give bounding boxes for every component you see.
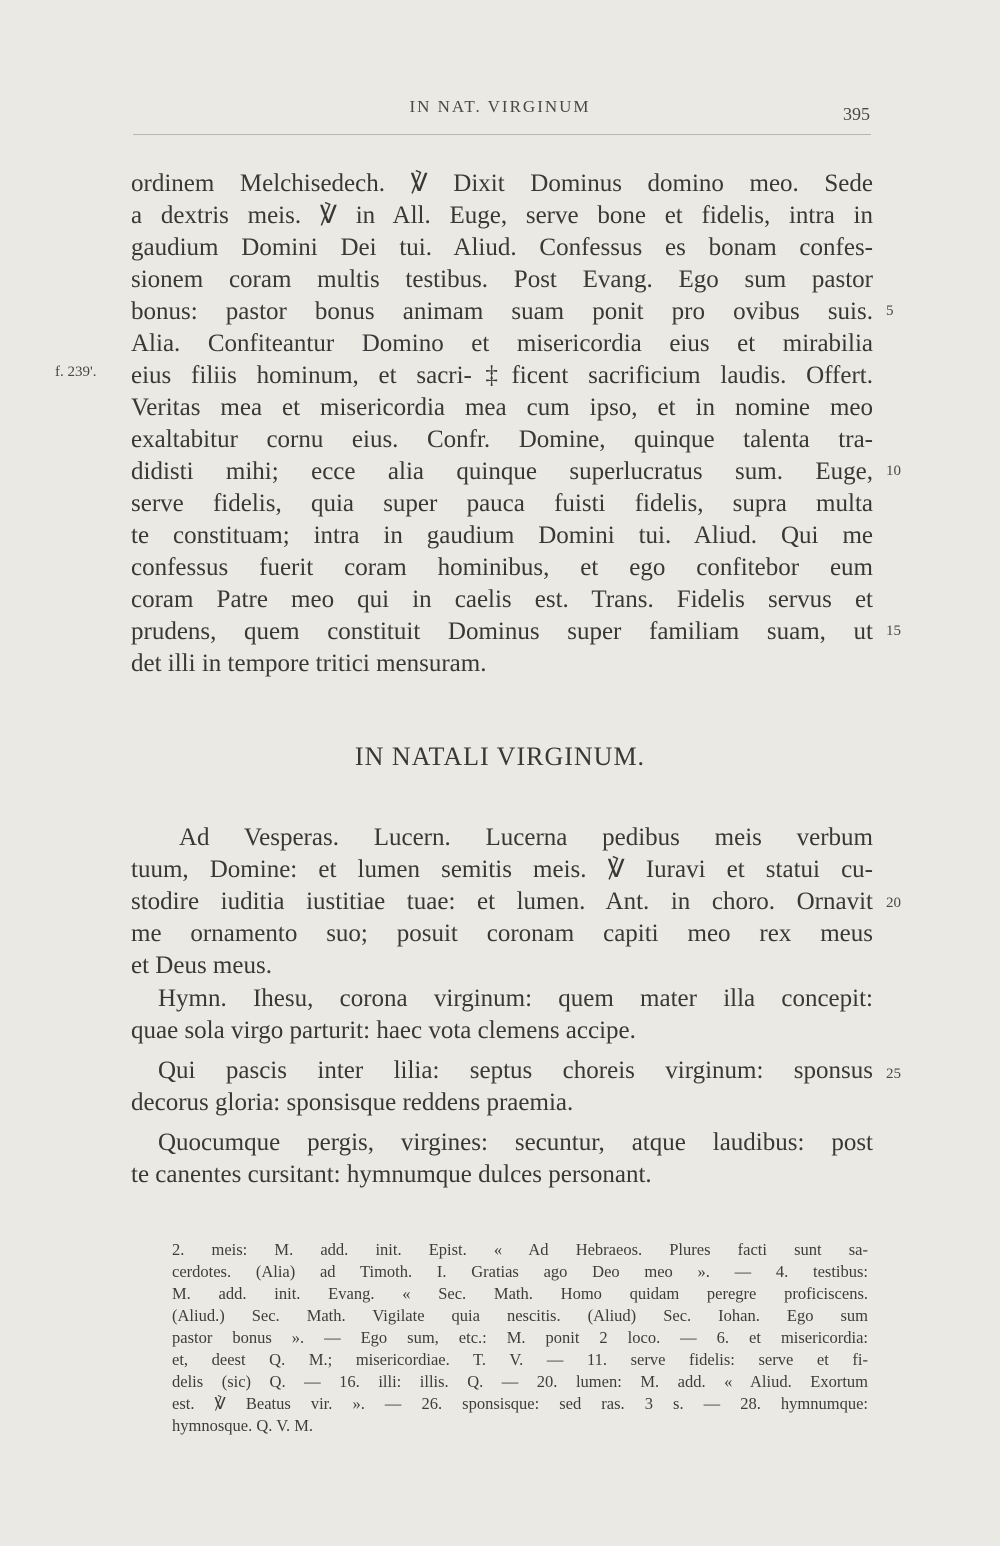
text-line: decorus gloria: sponsisque reddens praemia. xyxy=(131,1089,574,1116)
section-text xyxy=(131,822,873,982)
footnote-line: (Aliud.) Sec. Math. Vigilate quia nescitis. (Aliud) Sec. Iohan. Ego sum xyxy=(172,1306,868,1325)
header-rule xyxy=(133,134,871,135)
footnote-line: hymnosque. Q. V. M. xyxy=(172,1416,314,1435)
line-number: 15 xyxy=(886,623,901,639)
text-line: exaltabitur cornu eius. Confr. Domine, quinque talenta tra- xyxy=(131,426,873,453)
text-line: me ornamento suo; posuit coronam capiti meo rex meus xyxy=(131,920,873,947)
line-number: 25 xyxy=(886,1066,901,1082)
text-line: coram Patre meo qui in caelis est. Trans. Fidelis servus et xyxy=(131,586,873,613)
text-line: serve fidelis, quia super pauca fuisti fidelis, supra multa xyxy=(131,490,873,517)
footnote-line: et, deest Q. M.; misericordiae. T. V. — 11. serve fidelis: serve et fi- xyxy=(172,1350,868,1369)
text-line: eius filiis hominum, et sacri-‡ficent sacrificium laudis. Offert. xyxy=(131,362,873,389)
running-header: IN NAT. VIRGINUM xyxy=(409,97,591,116)
text-line: Quocumque pergis, virgines: secuntur, atque laudibus: post xyxy=(158,1129,873,1156)
footnote-line: delis (sic) Q. — 16. illi: illis. Q. — 20. lumen: M. add. « Aliud. Exortum xyxy=(172,1372,868,1391)
text-line: quae sola virgo parturit: haec vota clemens accipe. xyxy=(131,1017,636,1044)
page-number: 395 xyxy=(843,104,870,124)
text-line: confessus fuerit coram hominibus, et ego confitebor eum xyxy=(131,554,873,581)
hymn-stanza xyxy=(131,983,873,1047)
line-number: 10 xyxy=(886,463,901,479)
text-line: et Deus meus. xyxy=(131,952,272,979)
footnote-line: M. add. init. Evang. « Sec. Math. Homo quidam peregre proficiscens. xyxy=(172,1284,868,1303)
text-line: didisti mihi; ecce alia quinque superlucratus sum. Euge, xyxy=(131,458,873,485)
footnotes xyxy=(172,1239,868,1437)
text-line: Veritas mea et misericordia mea cum ipso, et in nomine meo xyxy=(131,394,873,421)
footnote-line: 2. meis: M. add. init. Epist. « Ad Hebraeos. Plures facti sunt sa- xyxy=(172,1240,868,1259)
text-line: Qui pascis inter lilia: septus choreis virginum: sponsus xyxy=(158,1057,873,1084)
text-line: Ad Vesperas. Lucern. Lucerna pedibus meis verbum xyxy=(179,824,873,851)
hymn-stanza xyxy=(131,1055,873,1119)
line-number: 20 xyxy=(886,895,901,911)
text-line: gaudium Domini Dei tui. Aliud. Confessus es bonam confes- xyxy=(131,234,873,261)
text-line: prudens, quem constituit Dominus super familiam suam, ut xyxy=(131,618,873,645)
folio-marker: f. 239'. xyxy=(55,364,97,380)
text-line: tuum, Domine: et lumen semitis meis. ℣ Iuravi et statui cu- xyxy=(131,856,873,883)
footnote-line: cerdotes. (Alia) ad Timoth. I. Gratias ago Deo meo ». — 4. testibus: xyxy=(172,1262,868,1281)
text-line: te canentes cursitant: hymnumque dulces personant. xyxy=(131,1161,652,1188)
text-line: Alia. Confiteantur Domino et misericordia eius et mirabilia xyxy=(131,330,873,357)
text-line: ordinem Melchisedech. ℣ Dixit Dominus domino meo. Sede xyxy=(131,170,873,197)
text-line: a dextris meis. ℣ in All. Euge, serve bone et fidelis, intra in xyxy=(131,202,873,229)
section-heading: IN NATALI VIRGINUM. xyxy=(354,742,646,771)
text-line: Hymn. Ihesu, corona virginum: quem mater illa concepit: xyxy=(158,985,873,1012)
footnote-line: pastor bonus ». — Ego sum, etc.: M. ponit 2 loco. — 6. et misericordia: xyxy=(172,1328,868,1347)
footnote-line: est. ℣ Beatus vir. ». — 26. sponsisque: sed ras. 3 s. — 28. hymnumque: xyxy=(172,1394,868,1413)
text-line: te constituam; intra in gaudium Domini tui. Aliud. Qui me xyxy=(131,522,873,549)
text-line: bonus: pastor bonus animam suam ponit pro ovibus suis. xyxy=(131,298,873,325)
text-line: stodire iuditia iustitiae tuae: et lumen. Ant. in choro. Ornavit xyxy=(131,888,873,915)
line-number: 5 xyxy=(886,303,894,319)
text-line: det illi in tempore tritici mensuram. xyxy=(131,650,487,677)
text-line: sionem coram multis testibus. Post Evang. Ego sum pastor xyxy=(131,266,873,293)
body-text xyxy=(131,168,873,680)
hymn-stanza xyxy=(131,1127,873,1191)
